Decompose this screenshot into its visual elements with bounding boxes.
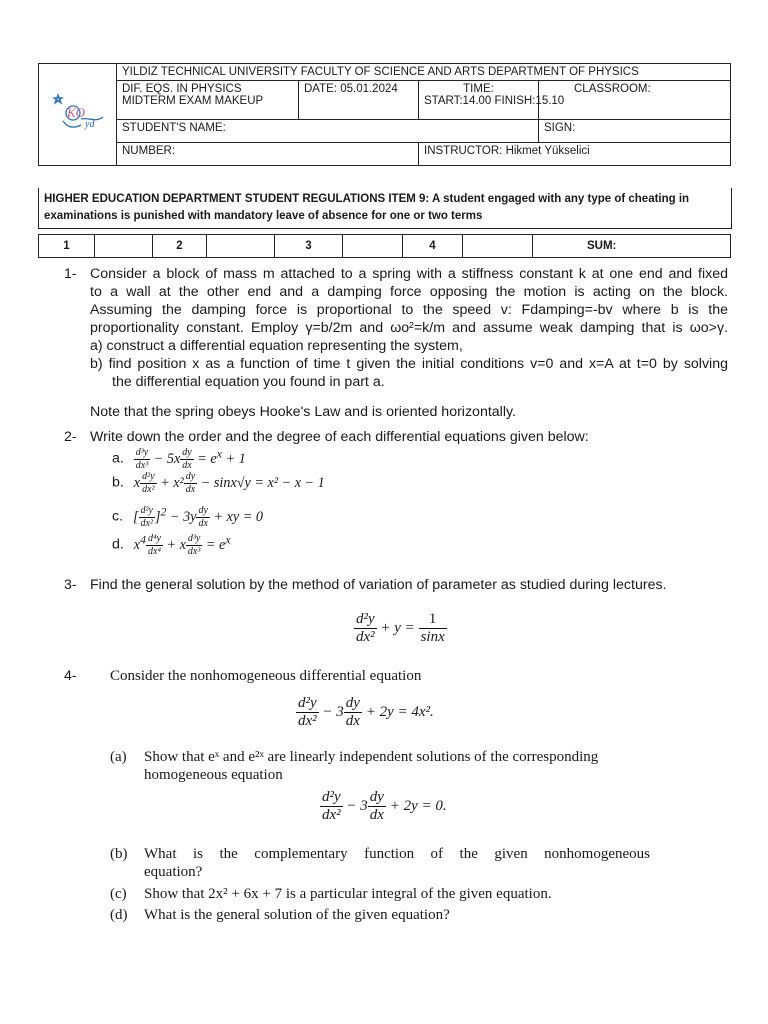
score-table [38,234,731,258]
q4-part-a-text [144,748,684,784]
exam-header-table [38,63,731,166]
regulations-notice: HIGHER EDUCATION DEPARTMENT STUDENT REGULATIONS ITEM 9: A student engaged with any type of cheating in examinations is punished with mandatory leave of absence for one or two terms [38,188,732,229]
question-4-text: Consider the nonhomogeneous differential equation [110,668,422,684]
question-2-text: Write down the order and the degree of each differential equations given below: [90,429,589,445]
q4-part-b-line2: equation? [144,864,203,880]
q2-equation-b: x $\frac{\text{d²y}}{\text{dx²}}$ + x² $\frac{dy}{dx}$ − sinx√y = x² − x − 1 [133,471,325,495]
exam-date: DATE: 05.01.2024 [299,81,419,120]
question-1-text [90,265,728,421]
q2-label-c: c. [112,508,124,525]
q4-part-a-line2: homogeneous equation [144,767,283,783]
q4-label-c: (c) [110,886,127,902]
q4-part-a-line1: Show that eˣ and e²ˣ are linearly independent solutions of the corresponding [144,749,599,765]
q1-line3: Assuming the damping force is proportional to the speed v: Fdamping=-bv where b is the [90,302,728,318]
score-cell-2 [207,235,275,258]
q4-part-b-line1: What is the complementary function of the given nonhomogeneous [144,846,650,862]
score-col-4: 4 [403,235,463,258]
student-number-field: NUMBER: [117,143,419,166]
classroom-label: CLASSROOM: [574,83,651,95]
q2-equation-c: [ $\frac{\text{d²y}}{\text{dx²}}$ ]$^2$ − 3y $\frac{dy}{dx}$ + xy = 0 [133,504,263,529]
q2-item-b [112,472,325,495]
q4-main-equation: $\frac{\text{d²y}}{\text{dx²}}$ − 3 $\frac{dy}{dx}$ + 2y = 4x². [298,695,434,729]
q4-homogeneous-equation: $\frac{\text{d²y}}{\text{dx²}}$ − 3 $\frac{dy}{dx}$ + 2y = 0. [322,789,447,823]
q2-item-c [112,502,263,529]
course-line1: DIF. EQS. IN PHYSICS [122,83,242,95]
q1-part-a: a) construct a differential equation representing the system, [90,338,463,354]
instructor-field: INSTRUCTOR: Hikmet Yükselici [419,143,731,166]
course-name [117,81,299,120]
q4-label-a: (a) [110,749,127,765]
university-title: YILDIZ TECHNICAL UNIVERSITY FACULTY OF SCIENCE AND ARTS DEPARTMENT OF PHYSICS [117,64,731,81]
q4-label-b: (b) [110,846,128,862]
score-sum: SUM: [533,235,731,258]
question-3-text: Find the general solution by the method of variation of parameter as studied during lectures. [90,577,667,593]
q2-item-a [112,444,246,471]
q3-equation: $\frac{\text{d²y}}{\text{dx²}}$ + y = $\frac{1}{\sin x}$ [356,611,445,645]
q1-line4: proportionality constant. Employ γ=b/2m and ωo²=k/m and assume weak damping that is ωo>γ. [90,320,728,336]
time-label: TIME: [463,83,494,95]
score-cell-1 [95,235,153,258]
q2-label-d: d. [112,536,124,553]
q4-part-b-text [144,845,650,881]
q1-line1: Consider a block of mass m attached to a spring with a stiffness constant k at one end and fixed [90,266,728,282]
q1-part-b-line1: b) find position x as a function of time t given the initial conditions v=0 and x=A at t=0 by solving [90,356,728,372]
q2-item-d [112,530,231,557]
classroom [539,81,731,120]
q4-label-d: (d) [110,907,128,923]
q2-equation-a: $\frac{\text{d³y}}{\text{dx³}}$ − 5x $\frac{dy}{dx}$ = $e^x + 1$ [135,446,246,471]
question-2-number: 2- [64,429,77,445]
q4-part-d-text: What is the general solution of the given equation? [144,907,450,923]
q2-label-b: b. [112,474,124,491]
question-4-number: 4- [64,668,77,684]
q1-note: Note that the spring obeys Hooke's Law and is oriented horizontally. [90,404,516,420]
time-value: START:14.00 FINISH:15.10 [424,95,565,107]
score-col-2: 2 [153,235,207,258]
university-logo [39,64,117,166]
score-cell-3 [343,235,403,258]
q1-part-b-line2: the differential equation you found in part a. [112,374,385,390]
score-col-3: 3 [275,235,343,258]
ytu-logo-icon [43,83,113,143]
question-3-number: 3- [64,577,77,593]
q2-label-a: a. [112,450,124,467]
q2-equation-d: $x^4$ $\frac{\text{d⁴y}}{\text{dx⁴}}$ + x $\frac{\text{d³y}}{\text{dx³}}$ = $e^x$ [133,532,231,557]
course-line2: MIDTERM EXAM MAKEUP [122,95,264,107]
student-name-field: STUDENT'S NAME: [117,120,539,143]
exam-time [419,81,565,120]
svg-text:yd: yd [84,119,94,130]
q1-line2: to a wall at the other end and a damping force opposing the motion is acting on the block. [90,284,728,300]
score-col-1: 1 [39,235,95,258]
score-cell-4 [463,235,533,258]
q4-part-c-text: Show that 2x² + 6x + 7 is a particular integral of the given equation. [144,886,552,902]
question-1-number: 1- [64,266,77,282]
svg-text:KO: KO [66,105,85,120]
sign-field: SIGN: [539,120,731,143]
